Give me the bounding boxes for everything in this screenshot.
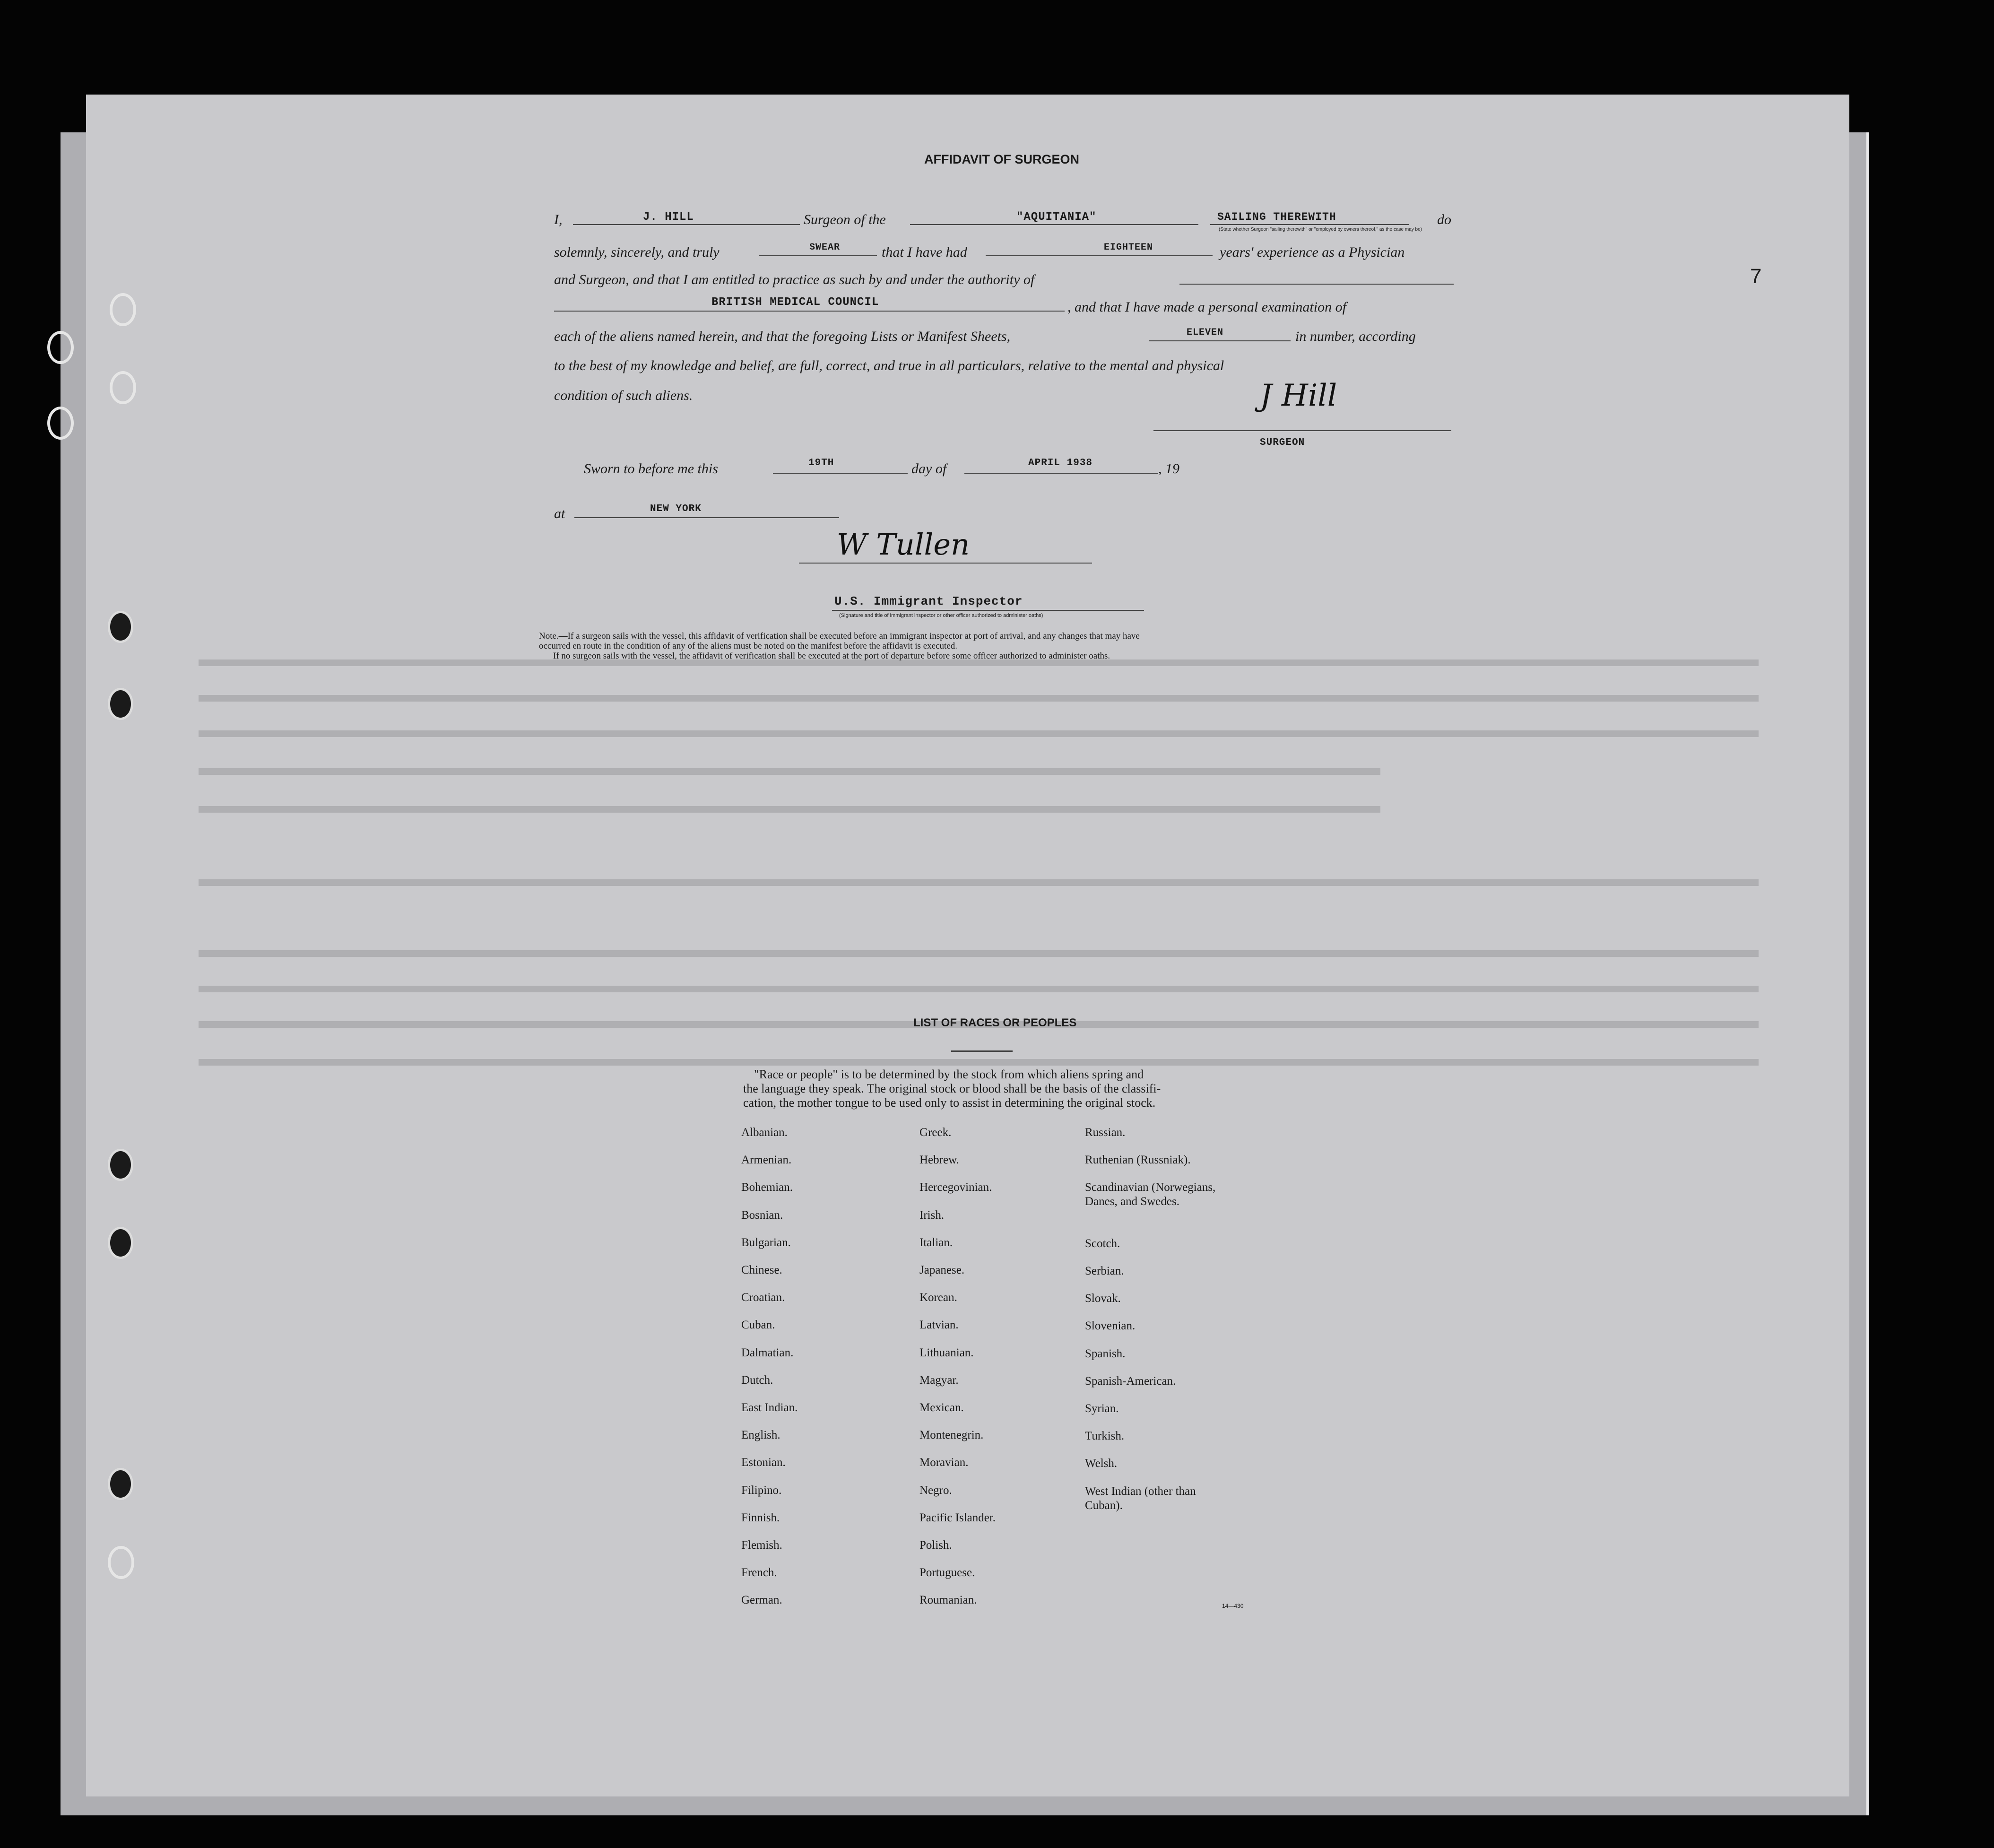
page-number: 7 [1750, 265, 1762, 288]
bleed-through-row [199, 695, 1759, 702]
note-line-2: occurred en route in the condition of any of the aliens must be noted on the manifest before the affidavit is executed. [539, 641, 957, 651]
label-solemnly: solemnly, sincerely, and truly [554, 244, 720, 260]
note-line-1: Note.—If a surgeon sails with the vessel, this affidavit of verification shall be executed before an immigrant inspector at port of arrival, and any changes that may have [539, 631, 1140, 641]
surgeon-name-field: J. HILL [643, 211, 694, 224]
race-item: Magyar. [919, 1373, 959, 1387]
label-authority: and Surgeon, and that I am entitled to practice as such by and under the authority of [554, 272, 1035, 287]
rule [759, 255, 877, 256]
race-item: Estonian. [741, 1456, 786, 1469]
race-item: Albanian. [741, 1126, 788, 1139]
binder-hole [108, 688, 133, 720]
note-line-3: If no surgeon sails with the vessel, the affidavit of verification shall be executed at the port of departure before some officer authorized to administer oaths. [553, 651, 1110, 661]
bleed-through-row [199, 879, 1759, 886]
races-intro-line-1: "Race or people" is to be determined by the stock from which aliens spring and [754, 1067, 1144, 1081]
bleed-through-row [199, 986, 1759, 992]
races-title: LIST OF RACES OR PEOPLES [913, 1016, 1077, 1029]
race-item: Mexican. [919, 1401, 964, 1414]
label-year-suffix: , 19 [1158, 461, 1179, 477]
affidavit-title: AFFIDAVIT OF SURGEON [924, 152, 1079, 166]
years-field: EIGHTEEN [1104, 242, 1153, 253]
signature-title: SURGEON [1260, 437, 1305, 448]
state-whether-caption: (State whether Surgeon "sailing therewith" or "employed by owners thereof," as the case may be) [1219, 227, 1422, 232]
label-in-number: in number, according [1295, 329, 1416, 344]
race-item: Polish. [919, 1539, 952, 1552]
binder-hole [108, 611, 133, 643]
races-intro-line-2: the language they speak. The original stock or blood shall be the basis of the classifi- [743, 1082, 1161, 1095]
race-item: Moravian. [919, 1456, 969, 1469]
race-item: Dalmatian. [741, 1346, 794, 1359]
inspector-title: U.S. Immigrant Inspector [834, 594, 1023, 608]
divider [951, 1050, 1013, 1052]
race-item: Irish. [919, 1208, 945, 1222]
race-item: Negro. [919, 1484, 952, 1497]
oath-field: SWEAR [809, 242, 841, 253]
race-item: Korean. [919, 1291, 957, 1304]
rule [1210, 224, 1409, 225]
rule [574, 517, 839, 518]
rule [832, 610, 1144, 611]
binder-hole [108, 1227, 133, 1259]
month-year-field: APRIL 1938 [1028, 458, 1093, 469]
rule [1149, 340, 1291, 341]
race-item: French. [741, 1566, 777, 1579]
race-item: East Indian. [741, 1401, 798, 1414]
rule [964, 473, 1158, 474]
bleed-through-row [199, 1059, 1759, 1066]
rule [773, 473, 908, 474]
ship-field: "AQUITANIA" [1016, 211, 1097, 224]
inspector-signature: W Tullen [837, 527, 970, 562]
binder-hole [108, 1546, 134, 1579]
bleed-through-row [199, 806, 1380, 813]
label-have-had: that I have had [882, 244, 967, 260]
label-surgeon-of: Surgeon of the [804, 212, 886, 227]
label-condition: condition of such aliens. [554, 388, 693, 403]
binder-hole [47, 331, 74, 364]
race-item: Russian. [1085, 1126, 1126, 1139]
sheets-field: ELEVEN [1187, 327, 1224, 338]
rule [986, 255, 1213, 256]
binder-hole [110, 371, 136, 404]
race-item: Lithuanian. [919, 1346, 974, 1359]
race-item: Finnish. [741, 1511, 780, 1524]
binder-hole [110, 293, 136, 326]
label-sworn: Sworn to before me this [584, 461, 718, 477]
race-item: Greek. [919, 1126, 952, 1139]
label-day-of: day of [911, 461, 947, 477]
race-item: Cuban. [741, 1319, 775, 1332]
race-item: Cuban). [1085, 1499, 1123, 1512]
rule [1153, 430, 1451, 431]
binder-hole [108, 1468, 133, 1500]
label-each-alien: each of the aliens named herein, and that the foregoing Lists or Manifest Sheets, [554, 329, 1011, 344]
label-at: at [554, 506, 565, 521]
race-item: Serbian. [1085, 1265, 1124, 1277]
race-item: Montenegrin. [919, 1429, 984, 1442]
manifest-page [86, 95, 1849, 1796]
bleed-through-row [199, 730, 1759, 737]
race-item: Scotch. [1085, 1237, 1120, 1250]
label-years-experience: years' experience as a Physician [1220, 244, 1405, 260]
authority-field: BRITISH MEDICAL COUNCIL [711, 296, 879, 309]
rule [799, 563, 1092, 564]
race-item: Japanese. [919, 1264, 965, 1276]
race-item: Slovak. [1085, 1292, 1121, 1305]
race-item: Welsh. [1085, 1457, 1118, 1470]
race-item: Croatian. [741, 1291, 785, 1304]
race-item: English. [741, 1429, 780, 1442]
binder-hole [108, 1149, 133, 1181]
rule [573, 224, 800, 225]
label-personal-exam: , and that I have made a personal examination of [1067, 299, 1346, 315]
rule [910, 224, 1198, 225]
race-item: Slovenian. [1085, 1319, 1136, 1333]
race-item: Chinese. [741, 1264, 782, 1276]
rule [554, 311, 1065, 312]
race-item: Spanish-American. [1085, 1374, 1176, 1388]
status-field: SAILING THEREWITH [1217, 211, 1336, 223]
race-item: Armenian. [741, 1154, 792, 1167]
race-item: Bosnian. [741, 1208, 783, 1222]
race-item: Flemish. [741, 1539, 782, 1552]
bleed-through-row [199, 768, 1380, 775]
surgeon-signature: J Hill [1260, 378, 1337, 413]
binder-hole [47, 407, 74, 440]
form-number: 14—430 [1222, 1603, 1244, 1609]
label-best-knowledge: to the best of my knowledge and belief, are full, correct, and true in all particulars, relative to the mental and physical [554, 358, 1224, 373]
races-intro-line-3: cation, the mother tongue to be used only to assist in determining the original stock. [743, 1096, 1156, 1110]
race-item: Latvian. [919, 1319, 959, 1332]
place-field: NEW YORK [650, 503, 702, 514]
race-item: Roumanian. [919, 1594, 977, 1607]
bleed-through-row [199, 950, 1759, 957]
race-item: German. [741, 1594, 782, 1607]
label-do: do [1437, 212, 1451, 227]
day-field: 19TH [808, 458, 834, 469]
race-item: Bulgarian. [741, 1236, 791, 1249]
race-item: Pacific Islander. [919, 1511, 996, 1524]
race-item: Danes, and Swedes. [1085, 1195, 1179, 1208]
race-item: West Indian (other than [1085, 1484, 1196, 1498]
race-item: Portuguese. [919, 1566, 975, 1579]
race-item: Hebrew. [919, 1154, 959, 1167]
race-item: Syrian. [1085, 1402, 1119, 1415]
rule [1179, 284, 1454, 285]
race-item: Scandinavian (Norwegians, [1085, 1181, 1216, 1194]
signature-caption: (Signature and title of immigrant inspector or other officer authorized to administer oaths) [839, 613, 1043, 618]
race-item: Filipino. [741, 1484, 782, 1497]
label-i: I, [554, 212, 563, 227]
race-item: Ruthenian (Russniak). [1085, 1154, 1191, 1167]
race-item: Turkish. [1085, 1430, 1125, 1443]
race-item: Bohemian. [741, 1181, 793, 1194]
race-item: Dutch. [741, 1373, 773, 1387]
race-item: Italian. [919, 1236, 953, 1249]
race-item: Hercegovinian. [919, 1181, 992, 1194]
race-item: Spanish. [1085, 1347, 1126, 1360]
